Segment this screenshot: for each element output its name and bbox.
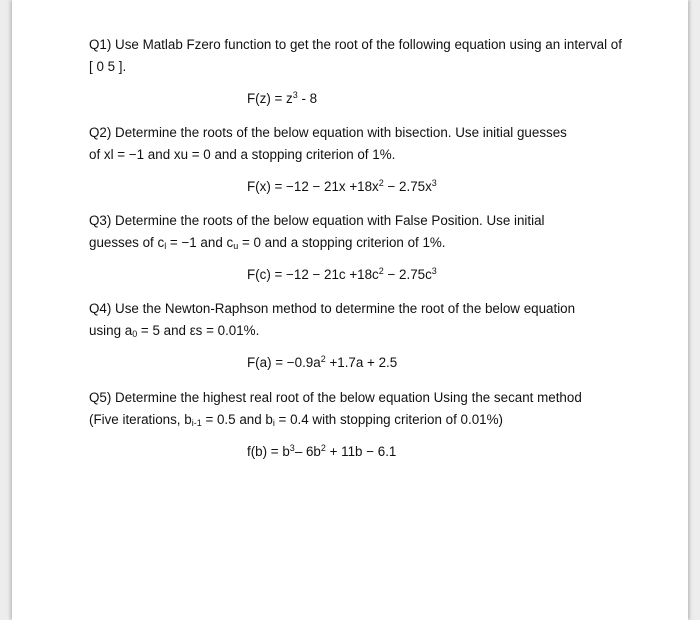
q3-line-2-c: = 0 and a stopping criterion of 1%. — [238, 235, 446, 250]
q5-sub-i-minus-1: i-1 — [191, 418, 202, 428]
question-2-text — [89, 122, 629, 166]
q3-line-2-b: = −1 and c — [166, 235, 234, 250]
document-content — [89, 34, 629, 463]
q3-line-2-a: guesses of c — [89, 235, 165, 250]
q2-eq-exponent-1: 2 — [378, 178, 384, 188]
q2-eq-part-b: − 2.75x — [383, 179, 432, 194]
q1-eq-exponent: 3 — [292, 90, 298, 100]
question-3-equation — [89, 264, 629, 286]
q4-line-2-a: using a — [89, 323, 133, 338]
q5-eq-part-a: f(b) = b — [247, 444, 290, 459]
q5-eq-exponent-2: 2 — [320, 443, 326, 453]
q5-eq-part-c: + 11b − 6.1 — [325, 444, 397, 459]
q5-line-2-b: = 0.5 and b — [201, 412, 273, 427]
q3-sub-u: u — [233, 241, 239, 251]
q3-sub-l: l — [164, 241, 167, 251]
q4-eq-part-a: F(a) = −0.9a — [247, 355, 321, 370]
q1-eq-rhs: - 8 — [297, 91, 318, 106]
q2-line-1: Q2) Determine the roots of the below equation with bisection. Use initial guesses — [89, 125, 567, 140]
q5-sub-i: i — [272, 418, 275, 428]
q1-eq-lhs: F(z) = z — [247, 91, 293, 106]
question-1-text: Q1) Use Matlab Fzero function to get the root of the following equation using an interval of [ 0 5 ]. — [89, 37, 622, 74]
q2-line-2: of xl = −1 and xu = 0 and a stopping criterion of 1%. — [89, 147, 396, 162]
q4-eq-part-b: +1.7a + 2.5 — [325, 355, 398, 370]
document-page — [12, 0, 688, 620]
question-1-equation — [89, 88, 629, 110]
question-4-equation — [89, 352, 629, 374]
q3-eq-exponent-1: 2 — [378, 266, 384, 276]
q4-eq-exponent: 2 — [320, 354, 326, 364]
q5-eq-part-b: – 6b — [294, 444, 321, 459]
q2-eq-part-a: F(x) = −12 − 21x +18x — [247, 179, 379, 194]
question-2-equation — [89, 176, 629, 198]
q2-eq-exponent-2: 3 — [431, 178, 437, 188]
question-4-text — [89, 298, 629, 342]
q5-eq-exponent-1: 3 — [289, 443, 295, 453]
q5-line-2-c: = 0.4 with stopping criterion of 0.01%) — [274, 412, 503, 427]
q3-eq-exponent-2: 3 — [431, 266, 437, 276]
question-5-text — [89, 387, 629, 431]
q3-eq-part-a: F(c) = −12 − 21c +18c — [247, 267, 379, 282]
question-5-equation — [89, 441, 629, 463]
q4-line-2-b: = 5 and εs = 0.01%. — [137, 323, 260, 338]
question-3-text — [89, 210, 629, 254]
q4-line-1: Q4) Use the Newton-Raphson method to determine the root of the below equation — [89, 301, 576, 316]
q5-line-2-a: (Five iterations, b — [89, 412, 192, 427]
q4-sub-0: 0 — [132, 329, 138, 339]
q5-line-1: Q5) Determine the highest real root of the below equation Using the secant method — [89, 390, 582, 405]
q3-eq-part-b: − 2.75c — [383, 267, 432, 282]
q3-line-1: Q3) Determine the roots of the below equation with False Position. Use initial — [89, 213, 545, 228]
